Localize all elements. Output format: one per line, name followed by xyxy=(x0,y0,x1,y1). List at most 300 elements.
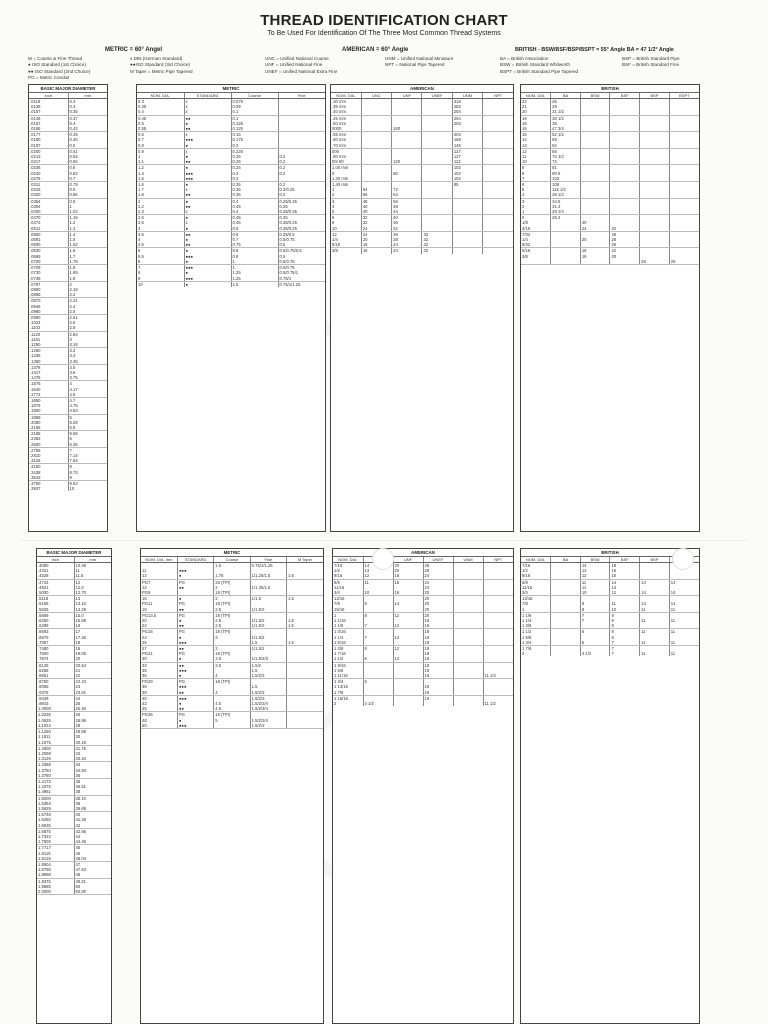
table-cell: 6 xyxy=(580,629,610,635)
table-cell: 2.84 xyxy=(69,331,78,337)
diameter-table-top xyxy=(29,93,107,491)
table-cell: 00/.90 xyxy=(331,159,361,165)
table-cell: 18 (TPI) xyxy=(214,590,250,596)
table-cell: 32 xyxy=(422,237,452,242)
table-cell: 7 xyxy=(363,623,393,629)
table-cell: .3937 xyxy=(29,486,68,491)
table-cell: 0.1 xyxy=(231,115,278,121)
column-header: NOM. DIA. xyxy=(331,93,361,99)
table-cell: 1.5/2/3 xyxy=(250,690,286,696)
table-cell: PG16 xyxy=(141,629,177,635)
table-cell: 1/1.5/2 xyxy=(250,635,286,640)
table-cell: 1 1/4 xyxy=(333,635,363,640)
table-cell: 0.86 xyxy=(68,192,107,198)
table-cell: .0157 xyxy=(29,121,68,126)
table-cell: 1 15/16 xyxy=(333,695,363,701)
table-cell: 1/1.5/2/3 xyxy=(250,656,286,662)
table-cell: .1378 xyxy=(29,364,68,370)
table-cell: 39 xyxy=(551,121,581,126)
table-cell: .0118 xyxy=(29,99,68,105)
table-cell: 48 xyxy=(361,198,391,204)
table-cell: 20 xyxy=(361,237,391,242)
table-cell: 0.45 xyxy=(231,204,278,209)
table-cell: 4 1/2 xyxy=(363,701,393,706)
table-cell: 1.5/2 xyxy=(250,662,286,668)
metric-panel-bottom xyxy=(140,548,324,1024)
column-header: BA xyxy=(551,93,581,99)
table-cell: 1.8125 xyxy=(37,856,74,862)
table-cell: 8 xyxy=(137,270,184,275)
table-cell: 1.8750 xyxy=(37,867,74,872)
legend-entry: BSP = British Standard Pipe xyxy=(622,56,680,61)
table-cell: 0.8 xyxy=(69,187,76,193)
table-cell: 28 xyxy=(669,259,699,265)
table-cell: 2 xyxy=(521,651,551,656)
table-cell: 34.93 xyxy=(75,767,86,773)
table-cell: 2.5 xyxy=(137,215,184,221)
table-cell: .0860 xyxy=(29,287,68,292)
table-cell: 32 xyxy=(422,248,452,254)
table-cell: 7 xyxy=(580,618,610,623)
table-cell: 65 xyxy=(551,148,581,154)
table-cell: 0.5 xyxy=(278,242,325,248)
table-cell xyxy=(287,723,323,729)
table-cell: 6 xyxy=(521,182,551,188)
table-cell: 56 xyxy=(392,198,422,204)
table-cell: 120 xyxy=(392,159,422,165)
legend-entry: BSPT = British Standard Pipe Tapered xyxy=(500,68,579,74)
table-cell: .7500 xyxy=(37,651,74,656)
table-cell: 5 xyxy=(331,209,361,215)
table-cell: 1.5 xyxy=(287,573,323,579)
table-cell: 127 xyxy=(452,148,482,154)
table-cell: 10 xyxy=(137,281,184,287)
table-cell: 11.5 xyxy=(74,573,111,579)
table-cell: 0.45 xyxy=(69,132,78,138)
table-cell: 31 1/2 xyxy=(551,109,581,115)
table-cell: .0165 xyxy=(29,126,68,132)
table-cell: 0.5 xyxy=(279,253,286,259)
table-cell: 0.75 xyxy=(231,242,278,248)
legend-entry: UNC = Unified National Coarse xyxy=(265,56,329,61)
table-cell: 20 xyxy=(141,618,177,623)
table-cell: 15 xyxy=(521,132,551,138)
table-cell xyxy=(521,259,551,265)
table-cell: 26 xyxy=(610,242,640,248)
table-cell: ● xyxy=(184,121,231,126)
british-system-heading: BRITISH - BSW/BSF/BSP/BSPT = 55° Angle BA = 47 1/2° Angle xyxy=(515,47,674,53)
table-cell: 1.75 xyxy=(214,573,250,579)
table-cell: 6 xyxy=(137,259,184,265)
table-cell: 1.2 xyxy=(137,165,184,171)
table-cell: 40 xyxy=(361,209,391,215)
table-cell: 4 xyxy=(521,192,551,198)
metric-table-bottom xyxy=(141,557,323,729)
column-header: UNEF xyxy=(423,557,453,563)
legend-entry: M = Coarse & Fine Thread xyxy=(28,56,83,61)
table-cell: 18 xyxy=(423,640,453,646)
table-cell: 24 xyxy=(361,226,391,232)
table-cell: 102 xyxy=(551,176,581,182)
table-cell: ●●● xyxy=(177,723,213,729)
table-cell: 1/4 xyxy=(521,237,551,242)
table-cell: ● xyxy=(184,259,231,265)
table-cell: 1.1250 xyxy=(37,729,74,735)
table-cell: 9 xyxy=(521,165,551,171)
table-cell: 44.45 xyxy=(74,839,111,845)
table-cell: 35 xyxy=(141,668,177,673)
table-cell: 12 xyxy=(393,646,423,652)
table-cell: 32 xyxy=(422,242,452,248)
table-cell: 10 xyxy=(580,590,610,596)
table-cell: .4724 xyxy=(37,579,74,585)
table-cell: 1.5 xyxy=(250,668,286,673)
table-cell: 2 xyxy=(521,204,551,209)
table-cell: .6299 xyxy=(37,623,74,629)
table-cell: 14 xyxy=(670,601,676,607)
table-cell: 4.5 xyxy=(137,242,184,248)
legend-entry: ●●ISO Standard (3rd Choice) xyxy=(130,62,190,68)
table-cell: ●●● xyxy=(184,171,231,176)
table-cell: 3.6 xyxy=(69,369,76,375)
american-panel-title-lower: AMERICAN xyxy=(333,549,513,557)
table-cell: 23.81 xyxy=(74,690,111,696)
table-cell: 113 xyxy=(452,159,482,165)
table-cell: 14 xyxy=(610,579,640,585)
table-cell: 27 xyxy=(141,646,177,652)
table-cell: 0.35/0.25 xyxy=(278,226,325,232)
table-cell: 1.19 xyxy=(69,215,78,221)
table-cell: 5.5 xyxy=(68,425,107,431)
table-cell: .2500 xyxy=(29,442,68,448)
table-cell: .6250 xyxy=(37,618,74,623)
table-cell: 0.5 xyxy=(68,143,107,149)
table-cell: 19.05 xyxy=(75,651,86,657)
table-cell: 12 xyxy=(75,579,81,585)
legend-entry: PG = Metric Conduit xyxy=(28,75,70,81)
table-cell: 14 xyxy=(640,601,670,606)
table-cell: 20 xyxy=(423,590,453,596)
table-cell: 10 xyxy=(610,607,640,613)
table-cell: .0200 xyxy=(29,148,68,154)
table-cell: 1.1024 xyxy=(37,723,74,729)
table-cell: 18 xyxy=(141,607,177,613)
table-cell: 2.5 xyxy=(214,618,250,623)
table-cell: 1.5 xyxy=(231,281,278,287)
table-cell: 0.6 xyxy=(231,231,278,237)
table-cell: 47 xyxy=(75,861,81,867)
table-cell: 1.20 mm xyxy=(331,176,361,182)
table-cell: 3 xyxy=(137,226,184,232)
table-cell: 160 xyxy=(392,126,422,132)
table-cell: 000 xyxy=(331,148,361,154)
british-panel-title-lower: BRITISH xyxy=(521,549,699,557)
table-cell: 0.075 xyxy=(231,99,278,105)
table-cell: 102 xyxy=(452,171,482,176)
section-divider xyxy=(20,540,748,541)
table-cell: ● xyxy=(184,165,231,171)
diameter-panel-title-lower: BASIC MAJOR DIAMETER xyxy=(37,549,111,557)
table-cell: 30 xyxy=(75,734,81,740)
table-cell: 0.5 xyxy=(137,121,184,126)
column-header: UNM xyxy=(452,93,482,99)
table-cell: 32 xyxy=(610,226,640,232)
table-cell: 254 xyxy=(452,109,482,115)
table-cell: 18 xyxy=(393,573,423,579)
table-cell: 1.4173 xyxy=(37,778,74,784)
table-cell: ●● xyxy=(184,242,231,248)
table-row xyxy=(137,281,325,287)
table-cell: 1.00 mm xyxy=(331,165,361,171)
table-cell: 20 xyxy=(580,237,610,242)
table-cell: 1.9685 xyxy=(37,884,74,889)
table-cell: 42 xyxy=(74,823,111,829)
table-cell: 7 xyxy=(580,612,610,618)
table-cell: 0.5/0.75/1 xyxy=(279,270,299,276)
table-cell: 8 xyxy=(363,612,393,618)
table-cell: 48 xyxy=(141,718,177,723)
table-cell: 0.4 xyxy=(69,120,76,126)
table-cell: .0600 xyxy=(29,242,68,248)
table-cell: 1.0236 xyxy=(37,712,74,718)
table-cell: 12 xyxy=(393,656,423,662)
table-cell: 203 xyxy=(452,121,482,126)
table-cell: 11 xyxy=(580,585,610,590)
table-cell: 14 xyxy=(363,563,393,569)
table-cell: 1/1.5/2 xyxy=(250,646,286,652)
table-cell: ●●● xyxy=(184,176,231,182)
table-cell: .0236 xyxy=(29,165,68,171)
table-cell: 0.25 xyxy=(231,154,278,159)
table-cell: 6.35 xyxy=(68,442,107,448)
table-cell: 1/8 xyxy=(521,220,551,225)
table-cell: 10 xyxy=(69,486,75,492)
table-cell: 12.5 xyxy=(75,584,84,590)
column-header: STANDARD xyxy=(177,557,213,563)
table-cell: 5 xyxy=(214,718,250,723)
table-cell: ●● xyxy=(177,585,213,590)
table-cell: ●●● xyxy=(177,695,213,701)
table-cell: 1.5/2/3 xyxy=(250,673,286,679)
table-cell: .0177 xyxy=(29,132,68,138)
table-cell: 81 xyxy=(551,165,581,171)
table-cell: 36 xyxy=(75,778,81,784)
table-cell: 24 xyxy=(580,226,610,232)
table-cell xyxy=(483,248,513,254)
table-cell: .0470 xyxy=(29,215,68,221)
table-cell: 5.5 xyxy=(137,254,184,259)
table-cell: 90.9 xyxy=(551,171,581,176)
table-cell: 0.25 xyxy=(231,165,278,171)
table-cell: .8268 xyxy=(37,668,74,673)
table-cell: 3.5 xyxy=(69,364,76,370)
table-cell: 9 xyxy=(610,618,640,623)
table-cell xyxy=(551,259,581,265)
table-cell: 11 xyxy=(640,618,670,623)
table-cell: 19 xyxy=(75,646,81,652)
table-cell: 26 xyxy=(551,99,581,105)
table-cell: 0.8 xyxy=(231,248,278,254)
table-cell: PG21 xyxy=(141,651,177,656)
table-cell: 4.7 xyxy=(69,397,76,403)
page-subtitle: To Be Used For Identification Of The Three Most Common Thread Systems xyxy=(267,30,501,37)
table-cell: .50 mm xyxy=(331,121,361,126)
table-cell: 28 xyxy=(74,723,111,729)
table-cell: 12 xyxy=(141,573,177,579)
table-cell: .0700 xyxy=(29,259,68,265)
table-cell: 1.3750 xyxy=(37,768,74,773)
table-cell: .0311 xyxy=(29,182,68,188)
table-cell: .8125 xyxy=(37,662,74,668)
column-header: BSPT xyxy=(669,93,699,99)
table-cell: 7 xyxy=(610,646,640,652)
table-cell: 4 xyxy=(69,381,72,387)
table-cell: .1102 xyxy=(29,325,68,331)
table-cell: 20 xyxy=(423,601,453,606)
table-cell: 42 xyxy=(141,701,177,706)
table-cell: 1.6 xyxy=(137,182,184,188)
metric-panel-title-lower: METRIC xyxy=(141,549,323,557)
table-cell: PG xyxy=(177,712,213,718)
diameter-panel-bottom xyxy=(36,548,112,1024)
table-cell: 1 xyxy=(231,259,278,265)
table-cell: 11 xyxy=(640,651,670,656)
table-cell: 102 xyxy=(452,176,482,182)
table-row xyxy=(141,723,323,729)
table-cell: 145 xyxy=(452,143,482,149)
table-cell: 28 xyxy=(392,231,422,237)
table-cell: 4.5 xyxy=(214,706,250,712)
table-cell: 1.3125 xyxy=(37,756,74,762)
table-cell: 28 xyxy=(423,563,453,569)
table-cell: PG11 xyxy=(141,601,177,606)
table-cell: .1850 xyxy=(29,397,68,403)
table-cell: 14 xyxy=(521,137,551,142)
table-cell: 1.2 xyxy=(69,220,76,226)
table-cell: 16 (TPI) xyxy=(214,651,250,656)
table-cell: 1.5 xyxy=(287,623,323,629)
table-cell: .1575 xyxy=(29,381,68,387)
table-cell: 39 xyxy=(141,690,177,696)
table-cell: .1360 xyxy=(29,359,68,365)
column-header: NOM. DIA. xyxy=(333,557,363,563)
table-cell: 18 xyxy=(393,579,423,585)
table-cell: 5/8 xyxy=(521,579,551,585)
table-cell: 2.18 xyxy=(69,286,78,292)
table-cell: 0.25/0.35 xyxy=(278,209,325,215)
table-cell: 32 xyxy=(361,220,391,225)
table-cell: 20 (TPI) xyxy=(214,579,250,585)
table-cell: 7 xyxy=(363,635,393,640)
table-cell: 1 5/8 xyxy=(521,635,551,640)
table-cell: 1.5 xyxy=(137,176,184,182)
table-cell: 1.5 xyxy=(69,237,76,243)
table-cell: 13.10 xyxy=(75,601,86,607)
column-header: NOM. DIA. mm xyxy=(141,557,177,563)
table-cell: 13 xyxy=(521,143,551,149)
table-cell: 0.55 xyxy=(68,159,107,165)
british-table-top xyxy=(521,93,699,265)
table-cell: .1875 xyxy=(29,403,68,408)
table-cell: 0.7 xyxy=(68,176,107,182)
table-cell: 0.25 xyxy=(231,159,278,165)
table-cell: .6693 xyxy=(37,629,74,635)
table-cell: 0.2 xyxy=(279,170,286,176)
table-cell: 1.6875 xyxy=(37,828,74,834)
table-cell: x xyxy=(184,148,231,154)
table-cell: 46.04 xyxy=(74,856,111,862)
table-cell: 0.35 xyxy=(231,182,278,188)
table-cell: 1.4 xyxy=(137,171,184,176)
table-cell: ●● xyxy=(184,231,231,237)
table-row xyxy=(521,651,699,656)
table-cell: .0512 xyxy=(29,226,68,232)
table-cell: .3750 xyxy=(29,481,68,487)
table-cell: 2.5 xyxy=(68,309,107,315)
table-cell: 59 xyxy=(551,137,581,142)
table-cell: 3.18 xyxy=(68,342,107,348)
column-header: NOM. DIA. xyxy=(137,93,184,99)
table-cell: 1.5/2/3/4 xyxy=(250,706,286,712)
table-cell: 0.55 xyxy=(137,126,184,132)
table-cell: 1.8 xyxy=(69,265,76,271)
table-cell: 48 xyxy=(392,204,422,209)
table-cell: 0.45 xyxy=(137,115,184,121)
table-cell: 20 xyxy=(393,563,423,569)
column-header: BSP xyxy=(640,93,670,99)
table-cell: 4 xyxy=(214,673,250,679)
table-cell: 5.28 xyxy=(69,419,78,425)
legend-entry: UNF = Unified National Fine xyxy=(265,62,323,68)
table-cell: 7/8 xyxy=(333,601,363,606)
table-cell: x xyxy=(184,187,231,192)
table-cell: 4.5 xyxy=(68,392,107,398)
table-cell: 24 xyxy=(423,573,453,579)
table-cell: 13/16 xyxy=(333,596,363,602)
table-cell: PG xyxy=(177,601,213,606)
table-cell: 1.7 xyxy=(137,187,184,192)
table-cell: 1.7717 xyxy=(37,845,74,851)
table-cell: ● xyxy=(177,596,213,602)
metric-panel-title: METRIC xyxy=(137,85,325,93)
table-cell: .0730 xyxy=(29,270,68,275)
table-cell: 8 xyxy=(580,607,610,613)
table-cell: 9/16 xyxy=(521,573,551,579)
table-cell: 0.51 xyxy=(69,148,78,154)
table-cell: .7480 xyxy=(37,646,74,652)
table-cell: 1 xyxy=(231,265,278,271)
table-cell: ● xyxy=(177,673,213,679)
table-row xyxy=(29,486,107,491)
table-cell: .9843 xyxy=(37,701,74,706)
table-cell: 5/16 xyxy=(331,242,361,248)
table-cell: .1640 xyxy=(29,387,68,392)
legend-entry: M Taper = Metric Pipe Tapered xyxy=(130,68,193,74)
table-cell: 41.28 xyxy=(75,817,86,823)
table-cell: 14 xyxy=(141,585,177,590)
table-cell: 1 3/4 xyxy=(333,679,363,685)
table-cell: 3 xyxy=(521,198,551,204)
table-cell: 7 xyxy=(137,265,184,271)
table-cell: 1.8 xyxy=(137,192,184,198)
legend-entry: BSW = British Standard Whitworth xyxy=(500,62,571,68)
table-cell: 1.5 xyxy=(288,596,294,602)
table-cell: ●●● xyxy=(184,137,231,142)
table-cell: 18 (TPI) xyxy=(214,629,250,635)
table-cell: 0.3 xyxy=(231,176,278,182)
table-row xyxy=(333,701,513,706)
table-cell: 20 xyxy=(521,109,551,115)
